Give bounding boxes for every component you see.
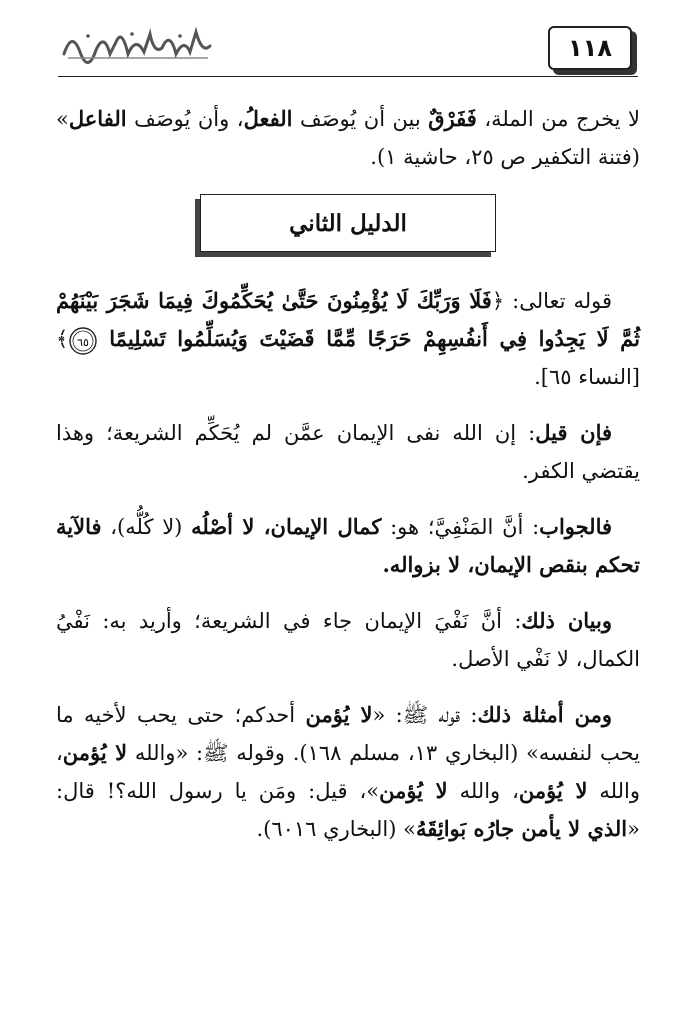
header-rule (58, 76, 638, 77)
page-number-box (548, 26, 632, 70)
quran-verse: فَلَا وَرَبِّكَ لَا يُؤْمِنُونَ حَتَّىٰ يُحَكِّمُوكَ فِيمَا شَجَرَ بَيْنَهُمْ ثُمَّ لَا يَجِدُوا فِي أَنفُسِهِمْ حَرَجًا مِّمَّا قَضَيْتَ وَيُسَلِّمُوا تَسْلِيمًا (56, 288, 640, 351)
paragraph-answer: فالجواب: أنَّ المَنْفِيَّ؛ هو: كمال الإيمان، لا أصْلُه (لا كُلُّه)، فالآية تحكم بنقص الإيمان، لا بزواله. (56, 514, 640, 577)
ayah-number-medallion (68, 326, 98, 356)
quran-verse-paragraph: قوله تعالى: ﴿فَلَا وَرَبِّكَ لَا يُؤْمِنُونَ حَتَّىٰ يُحَكِّمُوكَ فِيمَا شَجَرَ بَيْنَهُمْ ثُمَّ لَا يَجِدُوا فِي أَنفُسِهِمْ حَرَجًا مِّمَّا قَضَيْتَ وَيُسَلِّمُوا تَسْلِيمًا ٦٥ ﴾ [النساء ٦٥]. (56, 288, 640, 389)
book-title-logo (58, 24, 218, 64)
page-number: ١١٨ (568, 34, 612, 62)
paragraph-1: لا يخرج من الملة، فَفَرْقٌ بين أن يُوصَف الفعلُ، وأن يُوصَف الفاعل» (فتنة التكفير ص ٢٥، حاشية ١). (56, 106, 641, 169)
ayah-number: ٦٥ (77, 335, 90, 349)
paragraph-objection: فإن قيل: إن الله نفى الإيمان عمَّن لم يُحَكِّم الشريعة؛ وهذا يقتضي الكفر. (56, 420, 640, 483)
page-content (56, 100, 640, 866)
section-heading-text: الدليل الثاني (289, 209, 407, 237)
section-heading (200, 194, 496, 252)
paragraph-examples: ومن أمثلة ذلك: قوله ﷺ: «لا يُؤمن أحدكم؛ حتى يحب لأخيه ما يحب لنفسه» (البخاري ١٣، مسلم ١٦٨). وقوله ﷺ: «والله لا يُؤمن، والله لا يُؤمن، والله لا يُؤمن»، قيل: ومَن يا رسول الله؟! قال: «الذي لا يأمن جارُه بَوائِقَهُ» (البخاري ٦٠١٦). (56, 702, 641, 841)
paragraph-explanation: وبيان ذلك: أنَّ نَفْيَ الإيمان جاء في الشريعة؛ وأريد به: نَفْيُ الكمال، لا نَفْي الأصل. (56, 608, 640, 671)
